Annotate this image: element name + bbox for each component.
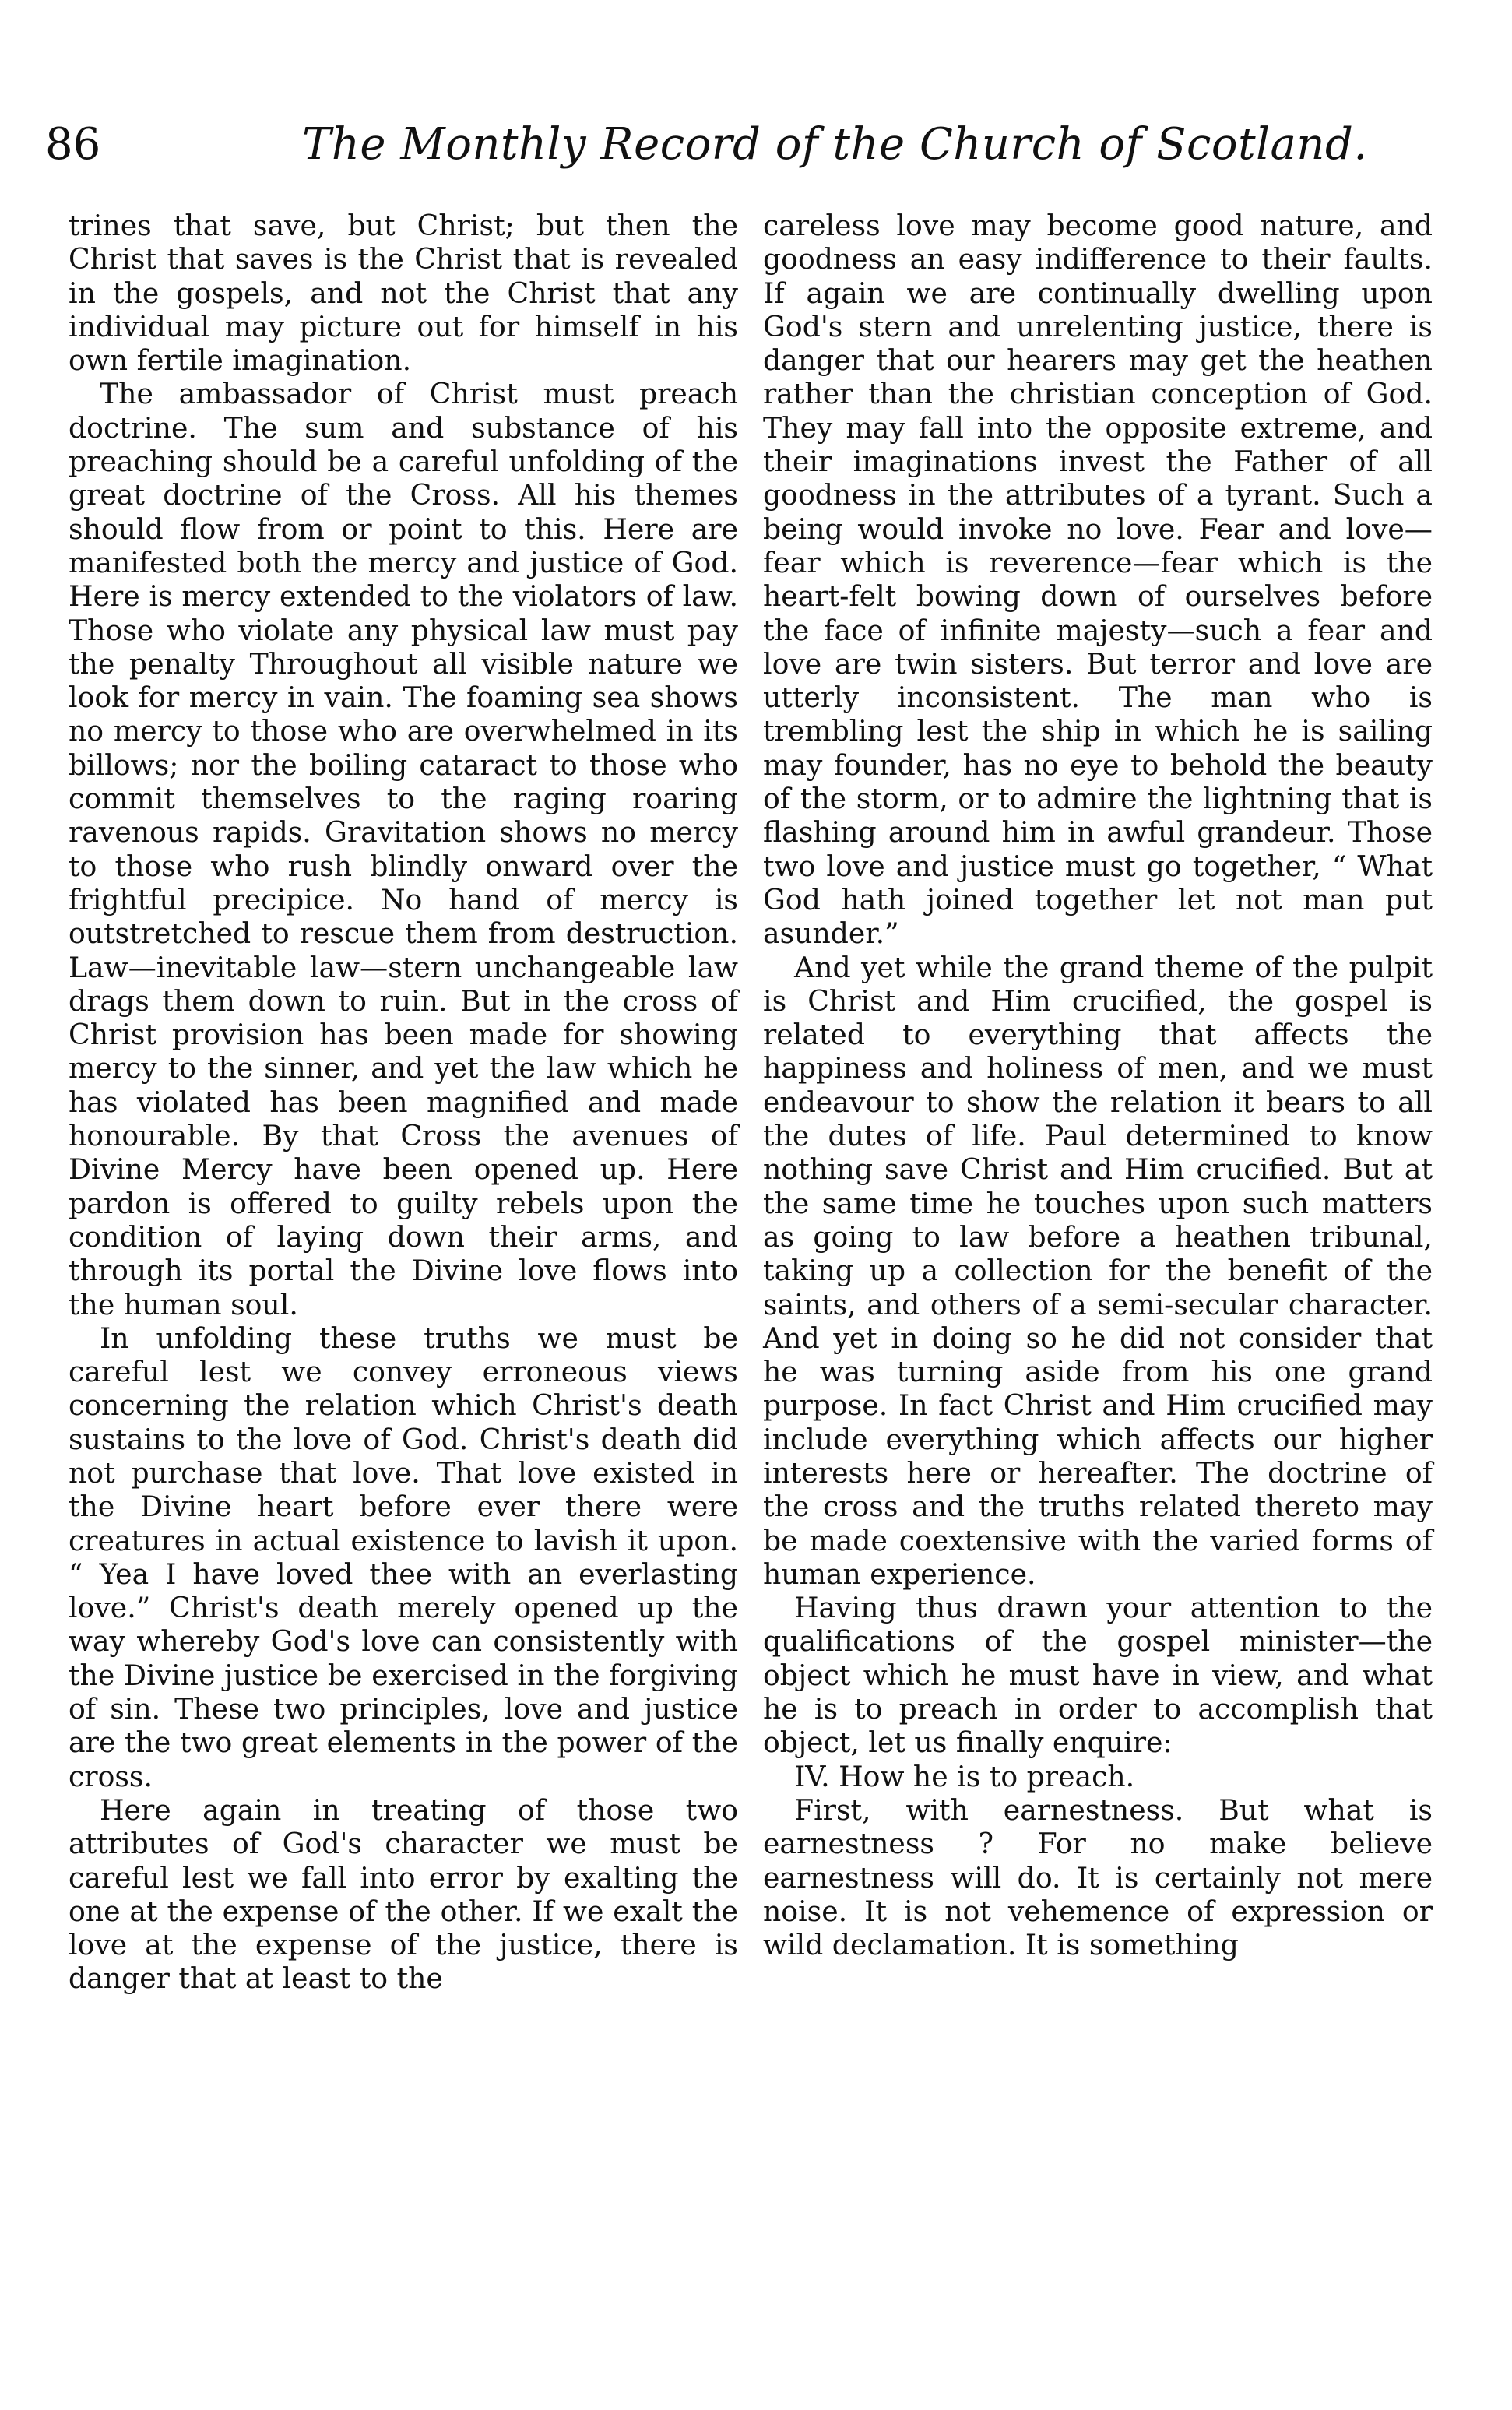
right-column: [763, 209, 1433, 1961]
paragraph: First, with earnestness. But what is earnestness ? For no make believe earnestness will do. It is certainly not mere noise. It is not vehemence of expression or wild declamation. It is something: [763, 1793, 1433, 1962]
paragraph: Having thus drawn your attention to the qualifications of the gospel minister—the object which he must have in view, and what he is to preach in order to accomplish that object, let us finally enquire:: [763, 1591, 1433, 1760]
running-title: The Monthly Record of the Church of Scotland.: [302, 119, 1368, 170]
page-header: [45, 117, 1470, 179]
paragraph: careless love may become good nature, and goodness an easy indifference to their faults. If again we are continually dwelling upon God's stern and unrelenting justice, there is danger that our hearers may get the heathen rather than the christian conception of God. They may fall into the opposite extreme, and their imaginations invest the Father of all goodness in the attributes of a tyrant. Such a being would invoke no love. Fear and love—fear which is reverence—fear which is the heart-felt bowing down of ourselves before the face of infinite majesty—such a fear and love are twin sisters. But terror and love are utterly inconsistent. The man who is trembling lest the ship in which he is sailing may founder, has no eye to behold the beauty of the storm, or to admire the lightning that is flashing around him in awful grandeur. Those two love and justice must go together, “ What God hath joined together let not man put asunder.”: [763, 209, 1433, 951]
section-heading: IV. How he is to preach.: [794, 1759, 1135, 1793]
paragraph: trines that save, but Christ; but then the Christ that saves is the Christ that is revealed in the gospels, and not the Christ that any individual may picture out for himself in his own fertile imagination.: [69, 209, 738, 378]
paragraph: In unfolding these truths we must be careful lest we convey erroneous views concerning the relation which Christ's death sustains to the love of God. Christ's death did not purchase that love. That love existed in the Divine heart before ever there were creatures in actual existence to lavish it upon. “ Yea I have loved thee with an everlasting love.” Christ's death merely opened up the way whereby God's love can consistently with the Divine justice be exercised in the forgiving of sin. These two principles, love and justice are the two great elements in the power of the cross.: [69, 1321, 738, 1793]
paragraph: And yet while the grand theme of the pulpit is Christ and Him crucified, the gospel is related to everything that affects the happiness and holiness of men, and we must endeavour to show the relation it bears to all the dutes of life. Paul determined to know nothing save Christ and Him crucified. But at the same time he touches upon such matters as going to law before a heathen tribunal, taking up a collection for the benefit of the saints, and others of a semi-secular character. And yet in doing so he did not consider that he was turning aside from his one grand purpose. In fact Christ and Him crucified may include everything which affects our higher interests here or hereafter. The doctrine of the cross and the truths related thereto may be made coextensive with the varied forms of human experience.: [763, 950, 1433, 1591]
page-number: 86: [45, 119, 101, 170]
left-column: [69, 209, 738, 1996]
paragraph: Here again in treating of those two attributes of God's character we must be careful lest we fall into error by exalting the one at the expense of the other. If we exalt the love at the expense of the justice, there is danger that at least to the: [69, 1793, 738, 1996]
paragraph: The ambassador of Christ must preach doctrine. The sum and substance of his preaching should be a careful unfolding of the great doctrine of the Cross. All his themes should flow from or point to this. Here are manifested both the mercy and justice of God. Here is mercy extended to the violators of law. Those who violate any physical law must pay the penalty Throughout all visible nature we look for mercy in vain. The foaming sea shows no mercy to those who are overwhelmed in its billows; nor the boiling cataract to those who commit themselves to the raging roaring ravenous rapids. Gravitation shows no mercy to those who rush blindly onward over the frightful precipice. No hand of mercy is outstretched to rescue them from destruction. Law—inevitable law—stern unchangeable law drags them down to ruin. But in the cross of Christ provision has been made for showing mercy to the sinner, and yet the law which he has violated has been magnified and made honourable. By that Cross the avenues of Divine Mercy have been opened up. Here pardon is offered to guilty rebels upon the condition of laying down their arms, and through its portal the Divine love flows into the human soul.: [69, 377, 738, 1321]
